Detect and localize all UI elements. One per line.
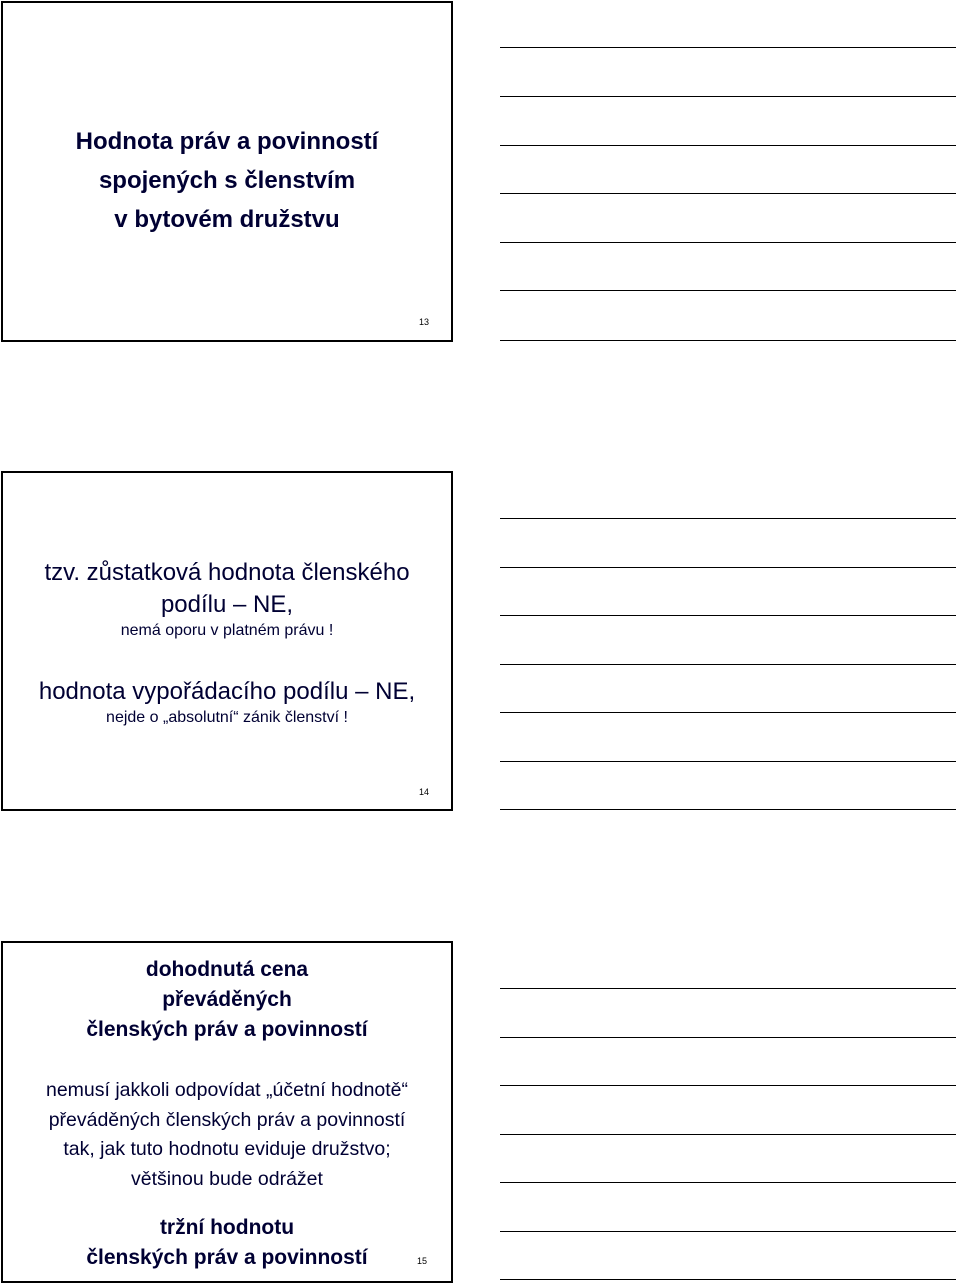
slide-paragraph [3,1076,451,1194]
heading-line: členských práv a povinností [86,1018,368,1041]
slide-13 [1,1,453,342]
paragraph-line: tak, jak tuto hodnotu eviduje družstvo; [63,1138,391,1160]
paragraph-line: většinou bude odrážet [131,1167,323,1190]
note-line [500,761,956,762]
title-line: v bytovém družstvu [114,206,340,233]
page-number: 14 [418,787,429,797]
note-line [500,1134,956,1135]
note-line [500,1037,956,1038]
slide-14 [1,471,453,811]
paragraph-line: nemusí jakkoli odpovídat „účetní hodnotě“ [45,1079,409,1101]
note-line [500,664,956,665]
note-line [500,712,956,713]
note-line [500,242,956,243]
statement-block [3,676,451,728]
note-line [500,809,956,810]
title-line: spojených s členstvím [98,167,356,194]
note-line [500,193,956,194]
note-line [500,567,956,568]
statement-line: tzv. zůstatková hodnota členského [44,559,410,586]
statement-line: hodnota vypořádacího podílu – NE, [38,678,416,705]
statement-block [3,557,451,641]
note-line [500,1085,956,1086]
note-line [500,1231,956,1232]
footer-line: členských práv a povinností [86,1246,368,1269]
slide-title [3,122,451,239]
note-line [500,290,956,291]
page-number: 15 [416,1256,427,1266]
note-line [500,1182,956,1183]
note-line [500,47,956,48]
title-line: Hodnota práv a povinností [75,128,379,155]
note-line [500,615,956,616]
slide-heading [3,955,451,1045]
heading-line: převáděných [162,988,292,1011]
slide-footer [3,1213,451,1273]
note-line [500,145,956,146]
statement-note: nemá oporu v platném právu ! [120,622,334,639]
slide-15 [1,941,453,1283]
footer-line: tržní hodnotu [159,1216,295,1239]
page-number: 13 [418,317,429,327]
paragraph-line: převáděných členských práv a povinností [48,1108,406,1131]
note-line [500,340,956,341]
note-line [500,1279,956,1280]
heading-line: dohodnutá cena [145,958,309,981]
note-line [500,96,956,97]
note-line [500,518,956,519]
statement-note: nejde o „absolutní“ zánik členství ! [106,709,348,726]
statement-line: podílu – NE, [160,591,294,618]
note-line [500,988,956,989]
